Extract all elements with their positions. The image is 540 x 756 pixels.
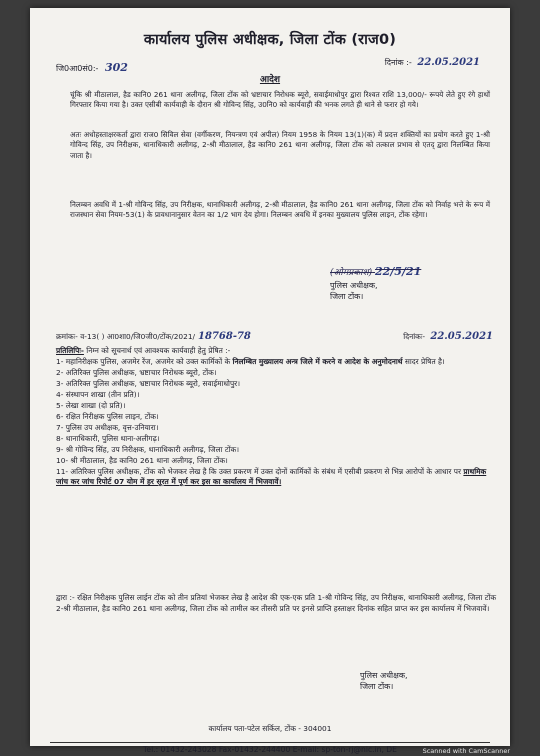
signature-date: 22/5/21	[374, 265, 422, 278]
list-item-text: 1- महानिरीक्षक पुलिस, अजमेर रेंज, अजमेर को उक्त कार्मिकों के	[56, 357, 233, 366]
paragraph-text: चूंकि श्री मीठालाल, हैड कानि0 261 थाना अलीगढ़, जिला टोंक को भ्रष्टाचार निरोधक ब्यूरो, सवाईमाधोपुर द्वारा रिश्वत राशि 13,000/- रूपये लेते हुए रंगे हाथों गिरफ्तार किया गया है। उक्त एसीबी कार्यवाही के दौरान श्री गोविन्द सिंह, उ0नि0 को कार्यवाही की भनक लगते ही थाने से फरार हो गये।	[70, 90, 490, 110]
list-item: 7- पुलिस उप अधीक्षक, वृत्त-उनियारा।	[56, 422, 159, 432]
list-item: 6- रक्षित निरीक्षक पुलिस लाइन, टोंक।	[56, 411, 159, 421]
signature-block-1	[330, 264, 500, 302]
distribution-list	[56, 357, 496, 488]
signature-block-2	[360, 670, 500, 692]
document-title: कार्यालय पुलिस अधीक्षक, जिला टोंक (राज0)	[143, 32, 397, 48]
list-item: 8- थानाधिकारी, पुलिस थाना-अलीगढ़।	[56, 433, 160, 443]
paragraph-text: अतः अधोहस्ताक्षरकर्ता द्वारा राज0 सिविल सेवा (वर्गीकरण, नियन्त्रण एवं अपील) नियम 1958 के नियम 13(1)(क) में प्रदत्त शक्तियों का प्रयोग करते हुए 1-श्री गोविन्द सिंह, उप निरीक्षक, थानाधिकारी अलीगढ़, 2-श्री मीठालाल, हैड कानि0 261 थाना अलीगढ़, जिला टोंक को तत्काल प्रभाव से एतद् द्वारा निलम्बित किया जाता है।	[70, 130, 490, 160]
signature-name: (ओमप्रकाश)	[330, 268, 373, 278]
reference-line	[56, 330, 496, 345]
list-item: 9- श्री गोविन्द सिंह, उप निरीक्षक, थानाधिकारी अलीगढ़, जिला टोंक।	[56, 444, 239, 454]
footer-address: कार्यालय पता-पटेल सर्किल, टोंक - 304001	[208, 724, 332, 733]
through-paragraph: द्वारा :- रक्षित निरीक्षक पुलिस लाईन टोंक को तीन प्रतियां भेजकर लेख है आदेश की एक-एक प्रति 1-श्री गोविन्द सिंह, उप निरीक्षक, थानाधिकारी अलीगढ़, जिला टोंक 2-श्री मीठालाल, हैड कानि0 261 थाना अलीगढ़, जिला टोंक को तामील कर तीसरी प्रति पर इनसे प्राप्ति हस्ताक्षर दिनांक सहित प्राप्त कर इस कार्यालय में भिजवावें।	[56, 593, 496, 613]
list-item-emphasis: निलम्बित मुख्यालय अन्त्र जिले में करने व आदेश के अनुमोदनार्थ	[232, 357, 403, 366]
signature-place: जिला टोंक।	[330, 292, 364, 302]
order-date	[385, 56, 480, 71]
list-item: 4- संस्थापन शाखा (तीन प्रति)।	[56, 389, 140, 399]
copy-to-text: निम्न को सूचनार्थ एवं आवश्यक कार्यवाही हेतु प्रेषित :-	[86, 346, 231, 355]
list-item	[56, 467, 496, 489]
list-item: 5- लेखा शाखा (दो प्रति)।	[56, 400, 126, 410]
reference-date-value: 22.05.2021	[430, 331, 493, 342]
office-number-value: 302	[105, 61, 128, 74]
list-item-emphasis: प्राथमिक जांच कर जांच रिपोर्ट 07 योम में हर सूरत में पूर्ण कर इस का कार्यालय में भिजवावें।	[56, 466, 487, 487]
list-item-text: 11- अतिरिक्त पुलिस अधीक्षक, टोंक को भेजकर लेख है कि उक्त प्रकरण में उक्त दोनों कार्मिकों के संबंध में एसीबी प्रकरण से भिन्न आरोपों के आधार पर	[56, 466, 464, 476]
list-item-suffix: सादर प्रेषित है।	[402, 357, 445, 366]
reference-number-value: 18768-78	[198, 331, 251, 342]
list-item: 3- अतिरिक्त पुलिस अधीक्षक, भ्रष्टाचार निरोधक ब्यूरो, सवाईमाधोपुर।	[56, 378, 240, 388]
list-item	[56, 357, 496, 368]
footer-divider	[50, 742, 490, 743]
paragraph-text: निलम्बन अवधि में 1-श्री गोविन्द सिंह, उप निरीक्षक, थानाधिकारी अलीगढ़, 2-श्री मीठालाल, हैड कानि0 261 थाना अलीगढ़, जिला टोंक को निर्वाह भत्ते के रूप में राजस्थान सेवा नियम-53(1) के प्रावधानानुसार वेतन का 1/2 भाग देय होगा। निलम्बन अवधि में इनका मुख्यालय पुलिस लाइन, टोंक रहेगा।	[70, 200, 490, 220]
reference-date-label: दिनांकः-	[403, 332, 425, 341]
copy-to-label: प्रतिलिपिः-	[56, 346, 84, 355]
list-item: 10- श्री मीठालाल, हैड कानि0 261 थाना अलीगढ़, जिला टोंक।	[56, 455, 228, 465]
order-date-label: दिनांक :-	[384, 58, 412, 67]
footer-contact: Tel.: 01432-243028 Fax-01432-244400 E-mail: sp-ton-rj@nic.in, DE	[143, 745, 397, 754]
scanner-watermark: Scanned with CamScanner	[422, 747, 510, 755]
list-item: 2- अतिरिक्त पुलिस अधीक्षक, भ्रष्टाचार निरोधक ब्यूरो, टोंक।	[56, 367, 217, 377]
copy-to-line	[56, 346, 230, 357]
order-date-value: 22.05.2021	[417, 57, 480, 68]
reference-date	[403, 330, 496, 345]
signature-title: पुलिस अधीक्षक,	[360, 671, 408, 680]
signature-title: पुलिस अधीक्षक,	[330, 281, 378, 291]
paragraph-3	[70, 200, 490, 221]
paragraph-1	[70, 90, 490, 111]
office-number-label: जि0आ0सं0:-	[56, 64, 99, 73]
paragraph-2	[70, 130, 490, 161]
order-heading: आदेश	[259, 75, 281, 85]
signature-place: जिला टोंक।	[360, 682, 394, 692]
reference-number-label: क्रमांकः- व-13( ) आ0शा0/जि0जी0/टोंक/2021/	[56, 332, 196, 341]
signature	[330, 264, 500, 280]
